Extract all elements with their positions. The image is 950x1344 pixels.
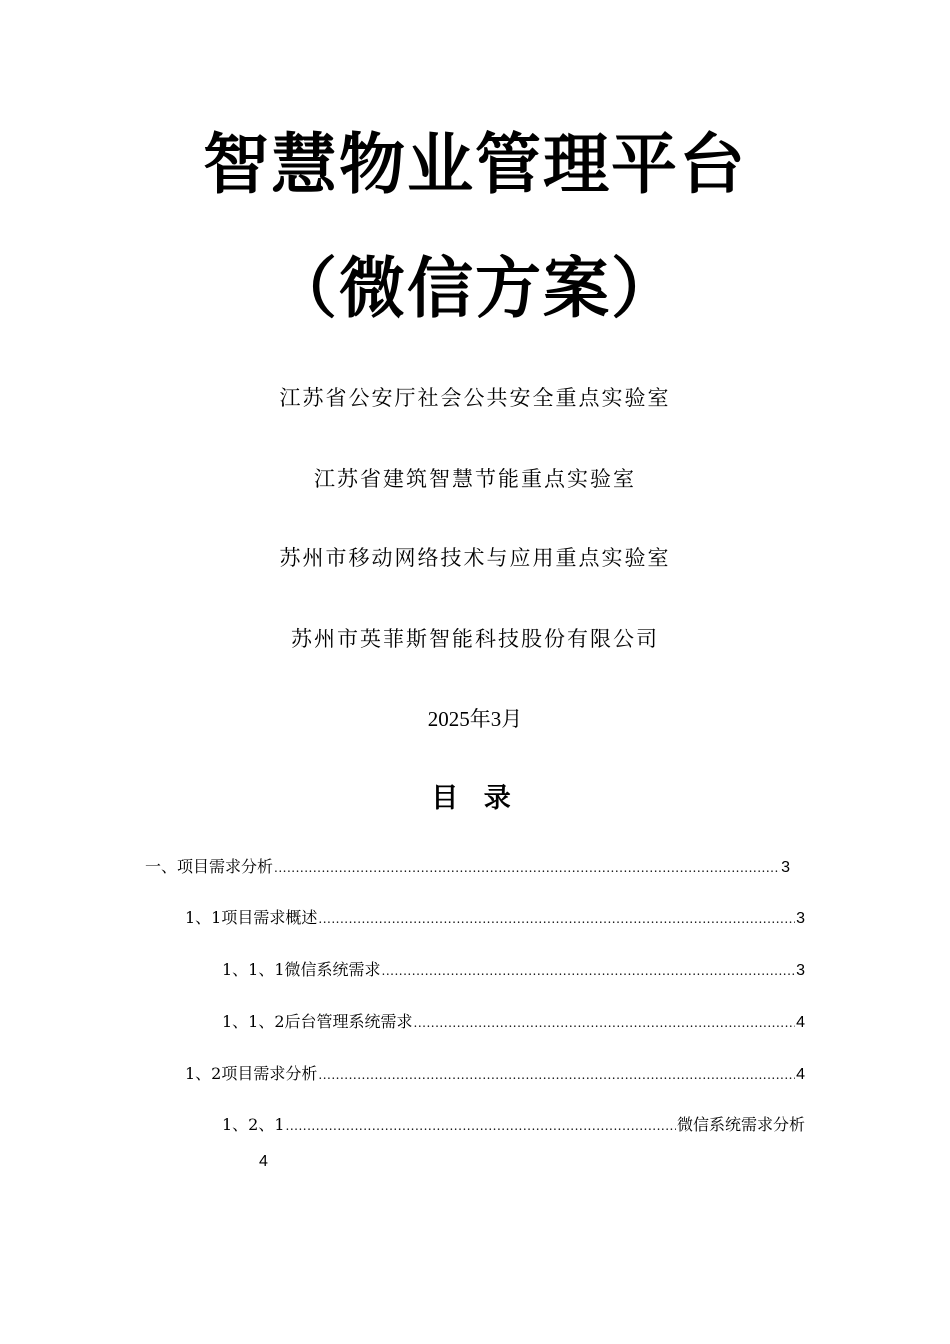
toc-entry-text: 1、1、1微信系统需求 (222, 960, 381, 979)
organization-4: 苏州市英菲斯智能科技股份有限公司 (291, 627, 659, 651)
document-subtitle: （微信方案） (271, 250, 679, 327)
toc-leader (318, 907, 795, 931)
organization-1: 江苏省公安厅社会公共安全重点实验室 (279, 386, 671, 410)
toc-entry-page: 4 (259, 1153, 268, 1170)
organization-2: 江苏省建筑智慧节能重点实验室 (314, 467, 636, 491)
toc-entry-text: 1、2、1 (222, 1115, 285, 1134)
toc-entry-page: 3 (781, 859, 790, 876)
document-title: 智慧物业管理平台 (203, 126, 747, 203)
toc-entry[interactable] (185, 906, 805, 931)
toc-entry[interactable] (145, 855, 790, 880)
toc-entry-text: 1、2项目需求分析 (185, 1064, 318, 1083)
toc-entry-text: 一、项目需求分析 (145, 857, 274, 876)
toc-leader (274, 856, 780, 880)
document-date: 2025年3月 (427, 707, 523, 731)
toc-entry[interactable] (222, 1113, 805, 1138)
toc-leader (286, 1114, 676, 1138)
toc-leader (414, 1011, 796, 1035)
toc-leader (382, 959, 796, 983)
toc-entry-page: 3 (796, 962, 805, 979)
toc-leader (318, 1063, 795, 1087)
toc-heading: 目 录 (431, 783, 519, 814)
toc-entry-page: 3 (796, 910, 805, 927)
toc-entry-suffix: 微信系统需求分析 (676, 1115, 805, 1134)
toc-entry-text: 1、1、2后台管理系统需求 (222, 1012, 413, 1031)
organization-3: 苏州市移动网络技术与应用重点实验室 (279, 546, 671, 570)
toc-entry[interactable] (222, 1010, 805, 1035)
toc-entry-text: 1、1项目需求概述 (185, 908, 318, 927)
toc-entry-page: 4 (796, 1066, 805, 1083)
toc-entry[interactable] (185, 1062, 805, 1087)
toc-entry-page: 4 (796, 1014, 805, 1031)
toc-entry[interactable] (222, 958, 805, 983)
